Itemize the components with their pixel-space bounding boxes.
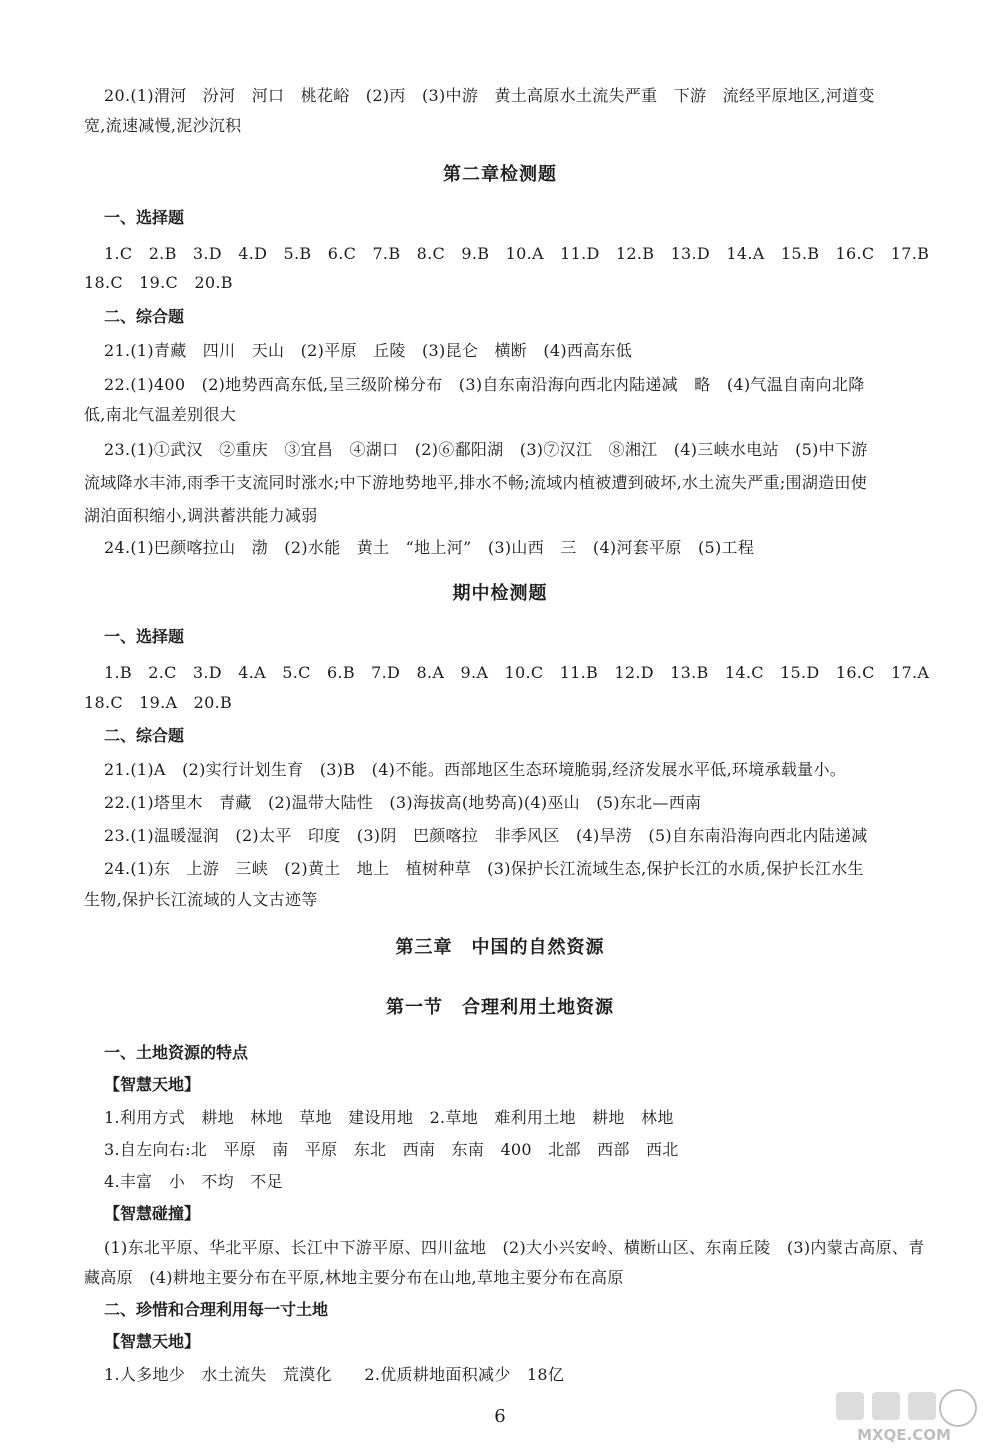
mid-answer-21: 21.(1)A (2)实行计划生育 (3)B (4)不能。西部地区生态环境脆弱,经济发展水平低,环境承载量小。 [104, 760, 847, 779]
svg-text:MXQE.COM: MXQE.COM [857, 1426, 951, 1444]
ch2-section-choice: 一、选择题 [104, 208, 185, 227]
watermark-logo [832, 1384, 982, 1446]
chapter-3-title: 第三章 中国的自然资源 [395, 937, 605, 958]
ch2-choice-answers-1: 1.C 2.B 3.D 4.D 5.B 6.C 7.B 8.C 9.B 10.A 11.D 12.B 13.D 14.A 15.B 16.C 17.B [104, 244, 930, 263]
mid-section-choice: 一、选择题 [104, 627, 185, 646]
mid-choice-answers-1: 1.B 2.C 3.D 4.A 5.C 6.B 7.D 8.A 9.A 10.C 11.B 12.D 13.B 14.C 15.D 16.C 17.A [104, 663, 930, 682]
chapter-2-test-title: 第二章检测题 [443, 164, 557, 185]
box-wisdom-collision: 【智慧碰撞】 [104, 1204, 201, 1223]
ch2-answer-23-line-3: 湖泊面积缩小,调洪蓄洪能力减弱 [84, 506, 318, 525]
box-wisdom-world-1: 【智慧天地】 [104, 1075, 201, 1094]
land-answer-4: 4.丰富 小 不均 不足 [104, 1172, 283, 1191]
box-wisdom-world-2: 【智慧天地】 [104, 1332, 201, 1351]
ch2-answer-22-line-2: 低,南北气温差别很大 [84, 405, 237, 424]
mid-section-comprehensive: 二、综合题 [104, 726, 185, 745]
ch2-answer-22-line-1: 22.(1)400 (2)地势西高东低,呈三级阶梯分布 (3)自东南沿海向西北内陆递减 略 (4)气温自南向北降 [104, 375, 865, 394]
cherish-answer-1-2: 1.人多地少 水土流失 荒漠化 2.优质耕地面积减少 18亿 [104, 1365, 565, 1384]
section-heading-cherish-land: 二、珍惜和合理利用每一寸土地 [104, 1300, 329, 1319]
ch2-answer-21: 21.(1)青藏 四川 天山 (2)平原 丘陵 (3)昆仑 横断 (4)西高东低 [104, 341, 633, 360]
page-number: 6 [494, 1406, 506, 1427]
collision-answer-line-2: 藏高原 (4)耕地主要分布在平原,林地主要分布在山地,草地主要分布在高原 [84, 1268, 624, 1287]
mid-answer-22: 22.(1)塔里木 青藏 (2)温带大陆性 (3)海拔高(地势高)(4)巫山 (5)东北—西南 [104, 793, 702, 812]
answer-20-line-1: 20.(1)渭河 汾河 河口 桃花峪 (2)丙 (3)中游 黄土高原水土流失严重 下游 流经平原地区,河道变 [104, 86, 875, 105]
mid-answer-24-line-1: 24.(1)东 上游 三峡 (2)黄土 地上 植树种草 (3)保护长江流域生态,保护长江的水质,保护长江水生 [104, 859, 864, 878]
midterm-test-title: 期中检测题 [452, 583, 548, 604]
land-answer-3: 3.自左向右:北 平原 南 平原 东北 西南 东南 400 北部 西部 西北 [104, 1140, 679, 1159]
section-heading-land-features: 一、土地资源的特点 [104, 1043, 249, 1062]
collision-answer-line-1: (1)东北平原、华北平原、长江中下游平原、四川盆地 (2)大小兴安岭、横断山区、东南丘陵 (3)内蒙古高原、青 [104, 1238, 925, 1257]
ch2-answer-24: 24.(1)巴颜喀拉山 渤 (2)水能 黄土 “地上河” (3)山西 三 (4)河套平原 (5)工程 [104, 538, 755, 557]
mid-answer-23: 23.(1)温暖湿润 (2)太平 印度 (3)阴 巴颜喀拉 非季风区 (4)旱涝 (5)自东南沿海向西北内陆递减 [104, 826, 868, 845]
section-1-title: 第一节 合理利用土地资源 [386, 997, 614, 1018]
land-answer-1-2: 1.利用方式 耕地 林地 草地 建设用地 2.草地 难利用土地 耕地 林地 [104, 1108, 674, 1127]
mid-answer-24-line-2: 生物,保护长江流域的人文古迹等 [84, 890, 318, 909]
mid-choice-answers-2: 18.C 19.A 20.B [84, 693, 233, 712]
ch2-answer-23-line-2: 流域降水丰沛,雨季干支流同时涨水;中下游地势地平,排水不畅;流域内植被遭到破坏,水土流失严重;围湖造田使 [84, 473, 868, 492]
answer-20-line-2: 宽,流速减慢,泥沙沉积 [84, 116, 242, 135]
ch2-choice-answers-2: 18.C 19.C 20.B [84, 273, 233, 292]
ch2-section-comprehensive: 二、综合题 [104, 307, 185, 326]
ch2-answer-23-line-1: 23.(1)①武汉 ②重庆 ③宜昌 ④湖口 (2)⑥鄱阳湖 (3)⑦汉江 ⑧湘江 (4)三峡水电站 (5)中下游 [104, 440, 868, 459]
